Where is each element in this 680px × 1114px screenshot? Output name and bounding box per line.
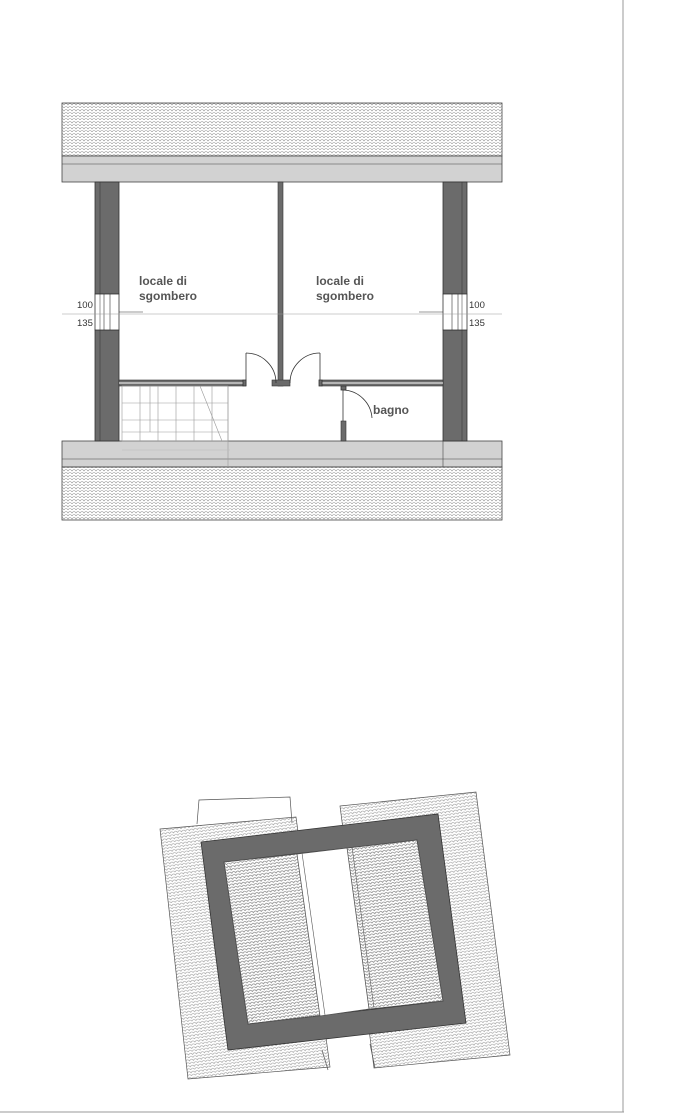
room-label-right-line2: sgombero	[316, 289, 375, 303]
level-left-bottom: 135	[77, 318, 93, 329]
level-left-top: 100	[77, 300, 93, 311]
level-right-top: 100	[469, 300, 485, 311]
room-label-left-line2: sgombero	[139, 289, 198, 303]
roof-plan	[160, 792, 510, 1079]
partition-bathroom	[341, 421, 346, 441]
partition-center	[278, 182, 283, 386]
room-label-right-line1: locale di	[316, 274, 365, 288]
wall-right-lower	[443, 330, 467, 441]
level-right-bottom: 135	[469, 318, 485, 329]
door-right	[290, 353, 322, 386]
door-left	[243, 353, 276, 386]
room-label-bathroom: bagno	[373, 403, 409, 417]
floor-plan	[62, 103, 502, 520]
wall-left-lower	[95, 330, 119, 441]
room-label-left-line1: locale di	[139, 274, 188, 288]
door-bathroom	[341, 386, 372, 421]
wall-right-upper	[443, 182, 467, 294]
eave-beam-bottom	[62, 441, 502, 467]
eave-beam-top	[62, 156, 502, 182]
roof-tiles-bottom	[62, 467, 502, 520]
wall-left-upper	[95, 182, 119, 294]
roof-tiles-top	[62, 103, 502, 156]
